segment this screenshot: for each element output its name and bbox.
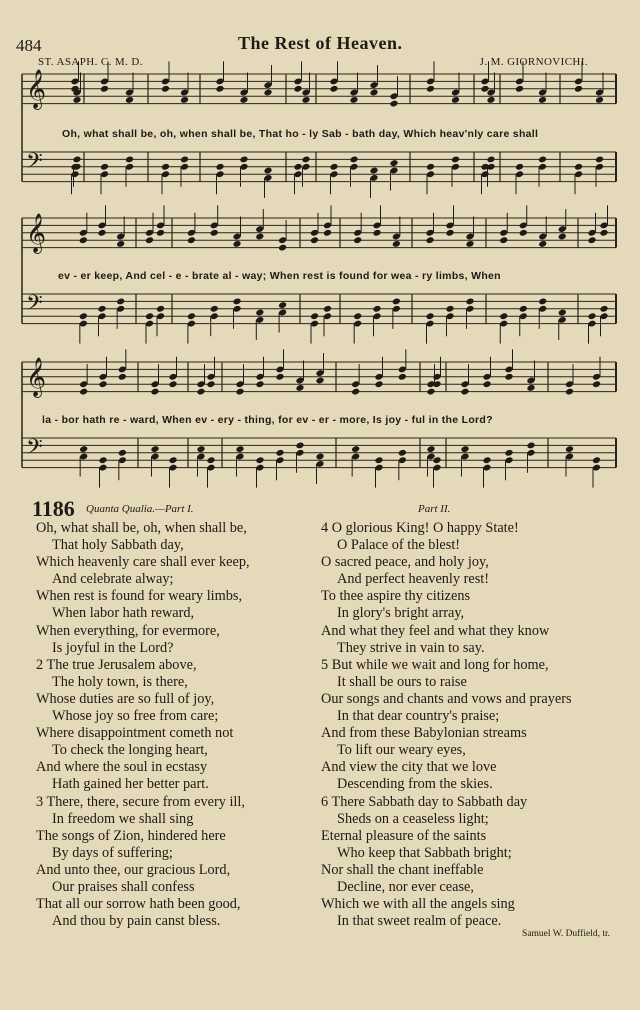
note-head: [374, 456, 383, 464]
verse-left-line: When everything, for evermore,: [36, 622, 220, 639]
verse-right-line: Eternal pleasure of the saints: [321, 827, 487, 844]
treble-clef-icon: 𝄞: [26, 357, 47, 397]
note-head: [150, 388, 159, 396]
bass-clef-icon: 𝄢: [26, 435, 43, 465]
note-head: [118, 449, 127, 457]
verse-left-line: That all our sorrow hath been good,: [36, 896, 241, 913]
verse-right-line: Nor shall the chant ineffable: [321, 861, 484, 878]
note-head: [574, 85, 583, 93]
note-head: [255, 380, 264, 388]
note-head: [538, 240, 547, 248]
verse-right-line: And from these Babylonian streams: [321, 725, 527, 742]
note-head: [432, 380, 441, 388]
note-head: [538, 155, 547, 163]
note-head: [504, 373, 513, 381]
hymn-number: 1186: [32, 496, 75, 521]
note-head: [389, 159, 398, 167]
note-head: [118, 373, 127, 381]
note-head: [263, 89, 272, 97]
verse-right-line: 5 But while we wait and long for home,: [321, 656, 549, 673]
verse-right-line: They strive in vain to say.: [337, 639, 485, 656]
note-head: [310, 312, 319, 320]
note-head: [215, 85, 224, 93]
note-head: [263, 167, 272, 175]
lyrics-line-3: la - bor hath re - ward, When ev - ery - thing, for ev - er - more, Is joy - ful in the Lord?: [42, 414, 493, 426]
note-head: [180, 96, 189, 104]
note-head: [465, 240, 474, 248]
verse-left-line: Whose duties are so full of joy,: [36, 690, 215, 707]
note-head: [187, 312, 196, 320]
note-head: [323, 305, 332, 313]
verse-left-line: Which heavenly care shall ever keep,: [36, 554, 250, 571]
note-head: [425, 236, 434, 244]
note-head: [574, 163, 583, 171]
verse-left-line: The holy town, is there,: [52, 673, 188, 690]
note-head: [323, 229, 332, 237]
note-head: [315, 453, 324, 461]
note-head: [353, 236, 362, 244]
note-head: [145, 236, 154, 244]
tune-name: ST. ASAPH. C. M. D.: [38, 56, 143, 68]
note-head: [592, 456, 601, 464]
note-head: [156, 305, 165, 313]
note-head: [587, 236, 596, 244]
note-head: [558, 309, 567, 317]
note-head: [150, 445, 159, 453]
verse-right-line: In that dear country's praise;: [337, 708, 500, 725]
note-head: [565, 445, 574, 453]
note-head: [161, 163, 170, 171]
verse-left-line: Hath gained her better part.: [52, 776, 209, 793]
note-head: [351, 388, 360, 396]
note-head: [519, 229, 528, 237]
note-head: [187, 236, 196, 244]
verse-left-line: Whose joy so free from care;: [52, 708, 219, 725]
verse-left-line: To check the longing heart,: [52, 742, 208, 759]
verse-left-line: And thou by pain canst bless.: [52, 913, 221, 930]
note-head: [369, 167, 378, 175]
note-head: [526, 384, 535, 392]
note-head: [398, 449, 407, 457]
note-head: [100, 163, 109, 171]
verse-right-line: 4 O glorious King! O happy State!: [321, 520, 519, 536]
note-head: [116, 297, 125, 305]
note-head: [295, 384, 304, 392]
note-head: [372, 229, 381, 237]
note-head: [79, 236, 88, 244]
note-head: [168, 456, 177, 464]
note-head: [79, 388, 88, 396]
note-head: [255, 233, 264, 241]
bass-clef-icon: 𝄢: [26, 291, 43, 321]
note-head: [515, 163, 524, 171]
note-head: [599, 229, 608, 237]
verse-left-line: Oh, what shall be, oh, when shall be,: [36, 520, 247, 536]
note-head: [278, 244, 287, 252]
note-head: [599, 305, 608, 313]
verse-right-line: In glory's bright array,: [337, 605, 465, 622]
note-head: [275, 373, 284, 381]
verse-right-line: To thee aspire thy citizens: [321, 588, 471, 605]
verse-left-line: The songs of Zion, hindered here: [36, 827, 226, 844]
translator-credit: Samuel W. Duffield, tr.: [522, 929, 610, 939]
note-head: [558, 233, 567, 241]
note-head: [232, 297, 241, 305]
verse-right-line: Who keep that Sabbath bright;: [337, 844, 512, 861]
note-head: [425, 312, 434, 320]
note-head: [398, 373, 407, 381]
note-head: [392, 297, 401, 305]
verse-left-line: Our praises shall confess: [52, 878, 195, 895]
note-head: [392, 240, 401, 248]
note-head: [595, 155, 604, 163]
verse-left-line: 3 There, there, secure from every ill,: [36, 793, 245, 810]
note-head: [293, 163, 302, 171]
note-head: [353, 312, 362, 320]
part-one-label: Quanta Qualia.—Part I.: [86, 503, 194, 515]
verse-left-line: And celebrate alway;: [52, 571, 174, 588]
note-head: [372, 305, 381, 313]
note-head: [100, 85, 109, 93]
lyrics-line-2: ev - er keep, And cel - e - brate al - way; When rest is found for wea - ry limbs, When: [58, 270, 501, 282]
note-head: [72, 155, 81, 163]
verse-left-line: By days of suffering;: [52, 844, 173, 861]
verse-right-line: And view the city that we love: [321, 759, 497, 776]
note-head: [351, 445, 360, 453]
note-head: [72, 96, 81, 104]
verse-left-line: Is joyful in the Lord?: [52, 639, 174, 656]
note-head: [145, 312, 154, 320]
note-head: [565, 388, 574, 396]
note-head: [592, 380, 601, 388]
note-head: [426, 85, 435, 93]
note-head: [97, 229, 106, 237]
verses-right-column: [321, 520, 572, 930]
note-head: [301, 96, 310, 104]
verse-right-line: Which we with all the angels sing: [321, 896, 515, 913]
note-head: [374, 380, 383, 388]
note-head: [486, 155, 495, 163]
note-head: [389, 100, 398, 108]
note-head: [426, 445, 435, 453]
verse-right-line: To lift our weary eyes,: [337, 742, 466, 759]
note-head: [460, 388, 469, 396]
verse-left-line: Where disappointment cometh not: [36, 725, 234, 742]
note-head: [125, 96, 134, 104]
note-head: [301, 155, 310, 163]
verse-right-line: Our songs and chants and vows and prayers: [321, 690, 572, 707]
note-head: [482, 456, 491, 464]
verse-right-line: And perfect heavenly rest!: [337, 571, 490, 588]
composer-name: J. M. GIORNOVICHI.: [479, 56, 588, 68]
note-head: [98, 380, 107, 388]
note-head: [196, 388, 205, 396]
note-head: [180, 155, 189, 163]
note-head: [98, 456, 107, 464]
note-head: [215, 163, 224, 171]
verse-right-line: Decline, nor ever cease,: [337, 878, 474, 895]
note-head: [275, 449, 284, 457]
verse-right-line: In that sweet realm of peace.: [337, 913, 502, 930]
note-head: [315, 377, 324, 385]
note-head: [329, 163, 338, 171]
note-head: [210, 305, 219, 313]
note-head: [349, 155, 358, 163]
note-head: [587, 312, 596, 320]
note-head: [515, 85, 524, 93]
note-head: [445, 229, 454, 237]
note-head: [445, 305, 454, 313]
note-head: [255, 309, 264, 317]
note-head: [156, 229, 165, 237]
note-head: [329, 85, 338, 93]
verse-right-line: It shall be ours to raise: [337, 673, 467, 690]
note-head: [210, 229, 219, 237]
verse-left-line: In freedom we shall sing: [52, 810, 194, 827]
note-head: [595, 96, 604, 104]
verse-left-line: When labor hath reward,: [52, 605, 195, 622]
note-head: [349, 96, 358, 104]
verse-right-line: Sheds on a ceaseless light;: [337, 810, 489, 827]
note-head: [206, 380, 215, 388]
verse-left-line: That holy Sabbath day,: [52, 537, 184, 554]
note-head: [239, 96, 248, 104]
treble-clef-icon: 𝄞: [26, 213, 47, 253]
note-head: [239, 155, 248, 163]
note-head: [499, 312, 508, 320]
note-head: [499, 236, 508, 244]
note-head: [295, 441, 304, 449]
note-head: [79, 445, 88, 453]
note-head: [232, 240, 241, 248]
note-head: [460, 445, 469, 453]
note-head: [206, 456, 215, 464]
treble-clef-icon: 𝄞: [26, 69, 47, 109]
note-head: [519, 305, 528, 313]
note-head: [504, 449, 513, 457]
note-head: [235, 388, 244, 396]
verse-right-line: Descending from the skies.: [337, 776, 493, 793]
part-two-label: Part II.: [418, 503, 451, 515]
note-head: [482, 380, 491, 388]
note-head: [79, 312, 88, 320]
note-head: [451, 96, 460, 104]
verse-left-line: And unto thee, our gracious Lord,: [36, 861, 231, 878]
note-head: [125, 155, 134, 163]
note-head: [293, 85, 302, 93]
note-head: [465, 297, 474, 305]
note-head: [486, 96, 495, 104]
page-number: 484: [16, 36, 42, 55]
note-head: [538, 297, 547, 305]
verse-right-line: 6 There Sabbath day to Sabbath day: [321, 793, 528, 810]
note-head: [426, 388, 435, 396]
verse-left-line: And where the soul in ecstasy: [36, 759, 208, 776]
verse-left-line: 2 The true Jerusalem above,: [36, 656, 197, 673]
note-head: [426, 163, 435, 171]
note-head: [278, 301, 287, 309]
note-head: [116, 240, 125, 248]
verses-left-column: [36, 520, 250, 930]
page-title: The Rest of Heaven.: [238, 33, 403, 53]
note-head: [168, 380, 177, 388]
verse-right-line: And what they feel and what they know: [321, 622, 550, 639]
note-head: [196, 445, 205, 453]
note-head: [310, 236, 319, 244]
note-head: [161, 85, 170, 93]
verse-left-line: When rest is found for weary limbs,: [36, 588, 243, 605]
note-head: [526, 441, 535, 449]
note-head: [235, 445, 244, 453]
note-head: [255, 456, 264, 464]
verse-right-line: O sacred peace, and holy joy,: [321, 554, 489, 571]
note-head: [97, 305, 106, 313]
verse-right-line: O Palace of the blest!: [337, 537, 461, 554]
bass-clef-icon: 𝄢: [26, 149, 43, 179]
lyrics-line-1: Oh, what shall be, oh, when shall be, That ho - ly Sab - bath day, Which heav'nly care shall: [62, 128, 539, 140]
note-head: [538, 96, 547, 104]
note-head: [369, 89, 378, 97]
note-head: [451, 155, 460, 163]
